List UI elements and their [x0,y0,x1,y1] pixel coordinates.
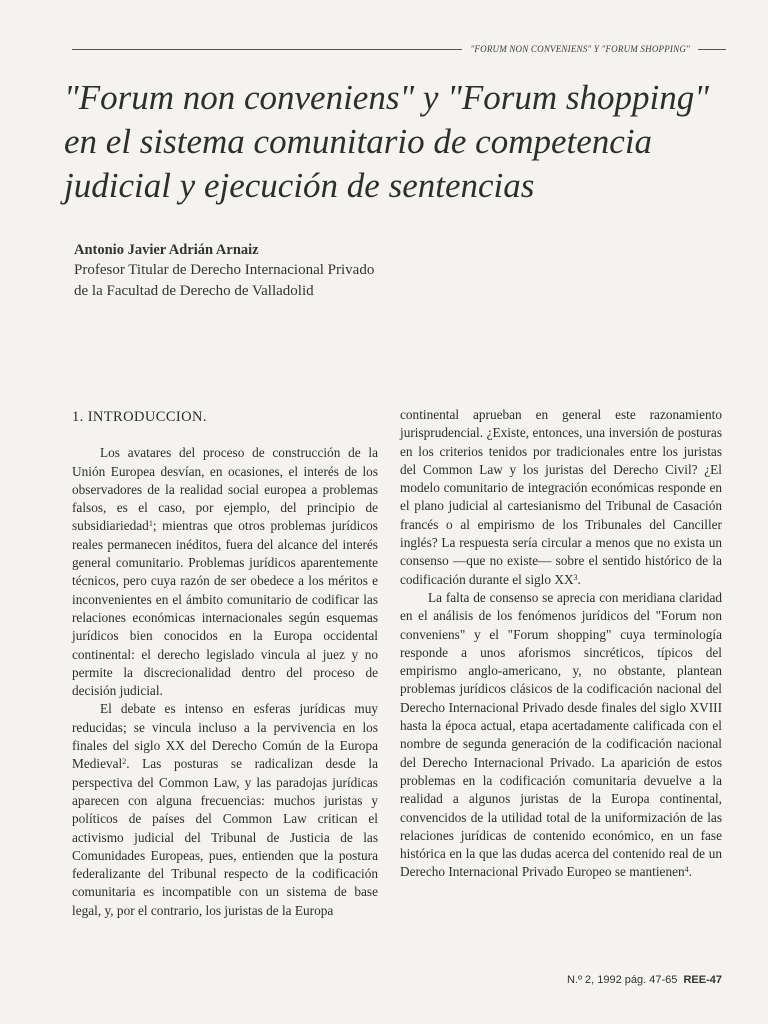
title-line-3: judicial y ejecución de sentencias [64,166,535,205]
running-header-text: "FORUM NON CONVENIENS" Y "FORUM SHOPPING" [470,44,690,54]
author-name: Antonio Javier Adrián Arnaiz [74,242,259,258]
footnote-ref: 4 [684,865,689,875]
title-line-1: "Forum non conveniens" y "Forum shopping" [64,78,709,117]
paragraph-text: . Las posturas se radicalizan desde la perspectiva del Common Law, y las paradojas jurídicas aparecen con alguna frecuencias: muchos juristas y políticos de países del Common Law critican el activismo judicial del Tribunal de Justicia de las Comunidades Europeas, pues, entienden que la postura federalizante del Tribunal respecto de la codificación comunitaria es incompatible con un sistema de base legal, y, por el contrario, los juristas de la Europa [72,756,378,918]
section-heading: 1. INTRODUCCION. [72,409,207,425]
footer-citation: N.º 2, 1992 pág. 47-65 [566,974,678,986]
article-title [64,76,724,208]
journal-page-code: REE-47 [683,974,722,986]
paragraph-end: . [688,864,692,880]
author-affiliation-line-2: de la Facultad de Derecho de Valladolid [74,283,314,299]
paragraph [72,444,378,700]
page-footer [567,974,722,986]
paragraph [72,700,378,920]
footnote-ref: 1 [148,519,153,529]
paragraph-text: El debate es intenso en esferas jurídicas muy reducidas; se vincula incluso a la pervivencia en los finales del siglo XX del Derecho Común de la Europa Medieval [72,701,378,772]
running-header [72,42,726,56]
left-column [72,408,378,920]
paragraph [400,589,722,882]
paragraph-text: continental aprueban en general este razonamiento jurisprudencial. ¿Existe, entonces, una inversión de posturas en los criterios tenidos por tradicionales entre los juristas del Common Law y los juristas del Derecho Civil? ¿El modelo comunitario de integración económicas responde en el plano judicial al cartesianismo del Tribunal de Casación francés o al empirismo de los Tribunales del Canciller inglés? La respuesta sería circular a menos que no exista un consenso —que no existe— sobre el sentido histórico de la codificación durante el siglo XX [400,407,722,587]
title-line-2: en el sistema comunitario de competencia [64,122,653,161]
paragraph-text: ; mientras que otros problemas jurídicos reales permanecen inéditos, fuera del alcance del interés general comunitario. Problemas jurídicos aparentemente técnicos, pero cuya razón de ser obedece a los méritos e inconvenientes en el ámbito comunitario de codificar las relaciones económicas internacionales según esquemas jurídicos bien conocidos en la Europa occidental continental: el derecho legislado vincula al juez y no permite la discrecionalidad dentro del proceso de decisión judicial. [72,518,378,699]
footnote-ref: 2 [122,757,127,767]
paragraph-text: La falta de consenso se aprecia con meridiana claridad en el análisis de los fenómenos jurídicos del "Forum non conveniens" y el "Forum shopping" cuya terminología responde a unos aforismos sincréticos, típicos del empirismo anglo-americano, y, no obstante, plantean problemas jurídicos clásicos de la codificación nacional del Derecho Internacional Privado desde finales del siglo XVIII hasta la época actual, etapa acertadamente calificada con el nombre de segunda generación de la codificación nacional del Derecho Internacional Privado. La aparición de estos problemas en la codificación comunitaria devuelve a la realidad a algunos juristas de la Europa continental, convencidos de la utilidad total de la uniformización de las relaciones jurídicas de contenido económico, en un fase histórica en la que las dudas acerca del contenido real de un Derecho Internacional Privado Europeo se mantienen [400,589,722,880]
paragraph [400,406,722,589]
right-column [400,406,722,882]
paragraph-end: . [577,571,581,587]
paragraph-text: Los avatares del proceso de construcción de la Unión Europea desvían, en ocasiones, el interés de los observadores de la realidad social europea a problemas falsos, es el caso, por ejemplo, del principio de subsidiariedad [72,445,378,534]
footnote-ref: 3 [573,572,578,582]
header-rule-left [72,49,462,50]
header-rule-right [698,49,726,50]
author-block [74,240,674,302]
author-affiliation-line-1: Profesor Titular de Derecho Internacional Privado [74,262,375,278]
